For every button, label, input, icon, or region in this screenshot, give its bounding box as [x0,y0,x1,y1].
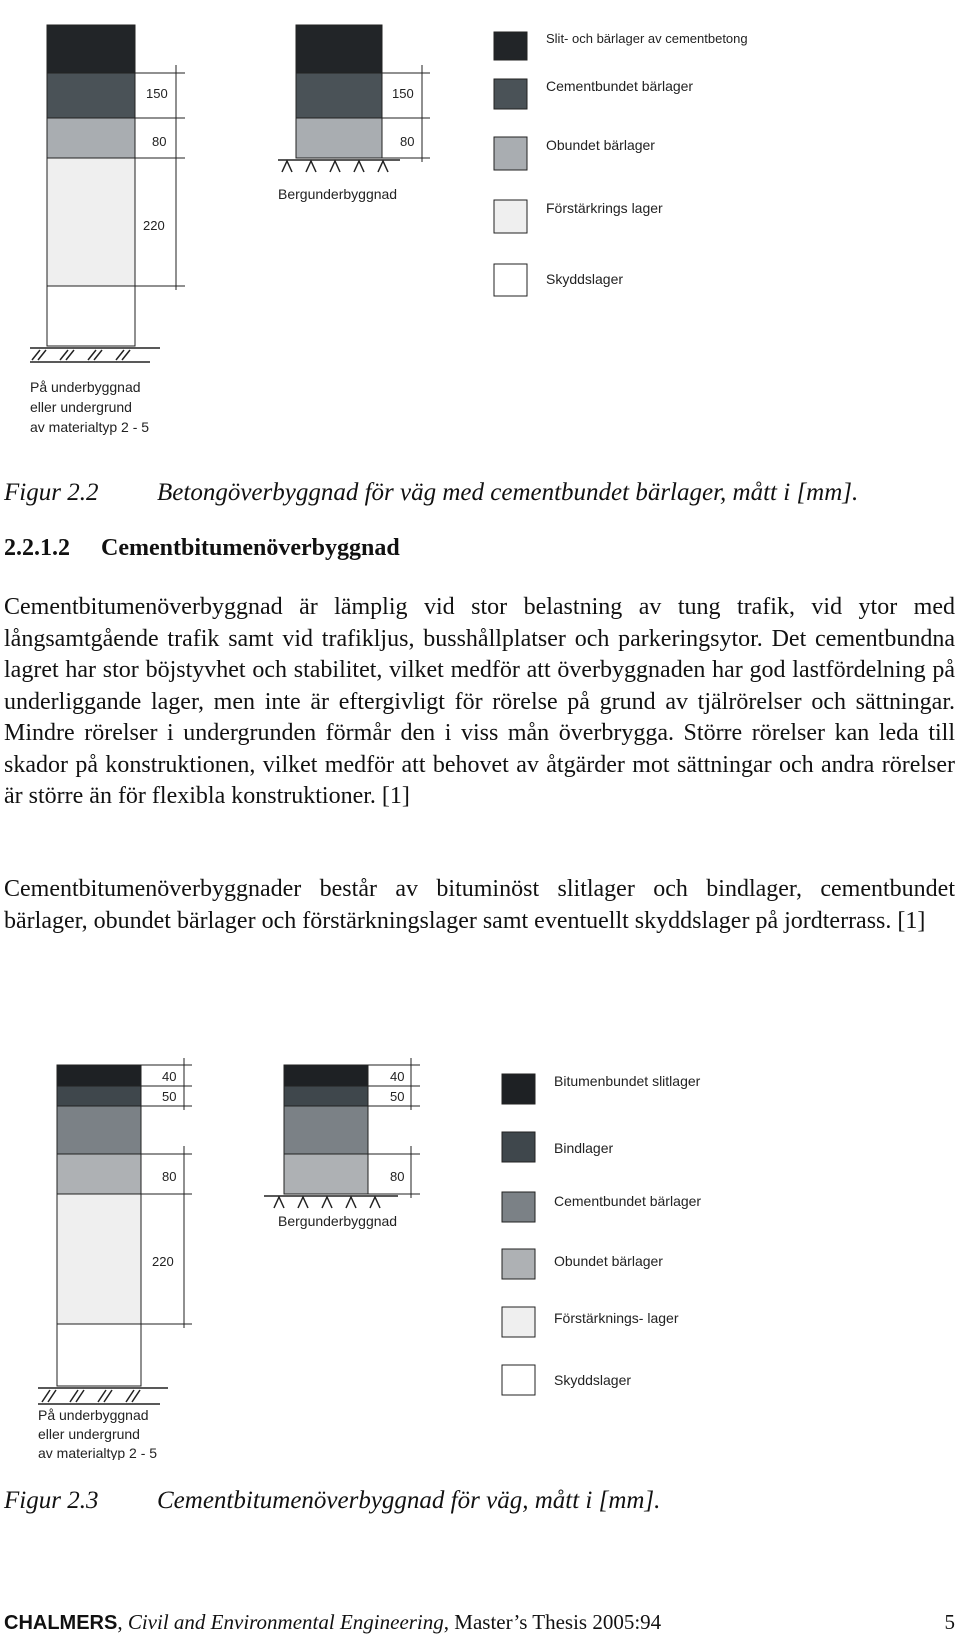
dim2-right-2: 80 [390,1169,405,1184]
legend2-label-4: Obundet bärlager [554,1253,663,1269]
caption-text: Betongöverbyggnad för väg med cementbundet bärlager, mått i [mm]. [157,479,859,506]
section-number: 2.2.1.2 [4,535,70,561]
legend-label-3: Obundet bärlager [546,137,655,153]
dim2-right-1: 50 [390,1089,405,1104]
page-footer: CHALMERS, Civil and Environmental Engineering, Master’s Thesis 2005:94 5 [4,1610,955,1634]
paragraph-1: Cementbitumenöverbyggnad är lämplig vid stor belastning av tung trafik, vid ytor med långsamtgående trafik samt vid trafikljus, busshållplatser och parkeringsytor. Det cementbundna lagret har stor böjstyvhet och stabilitet, vilket medför att överbyggnaden har god lastfördelning på underliggande lager, men inte är eftergivligt för rörelse på grund av tjälrörelser och sättningar. Mindre rörelser i undergrunden förmår den i viss mån överbrygga. Större rörelser kan leda till skador på konstruktionen, vilket medför att behovet av åtgärder mot sättningar och andra rörelser är större än för flexibla konstruktioner. [1] [4,594,955,809]
section-heading [4,535,400,562]
legend-label-4: Förstärkrings lager [546,200,663,216]
legend2-label-6: Skyddslager [554,1372,632,1388]
legend2-label-2: Bindlager [554,1140,614,1156]
subgrade-label-line-3: av materialtyp 2 - 5 [30,419,150,435]
section-title: Cementbitumenöverbyggnad [101,535,400,561]
dim2-left-3: 220 [152,1254,174,1269]
legend2-label-1: Bitumenbundet slitlager [554,1073,701,1089]
figure-2-3 [0,1010,960,1460]
subgrade-hatch [30,348,160,362]
dim-right-1: 80 [400,134,415,149]
caption-number: Figur 2.2 [4,479,99,506]
subgrade-label-line-1: På underbyggnad [30,379,141,395]
footer-thesis: Master’s Thesis 2005:94 [454,1610,662,1634]
dim-left-0: 150 [146,86,168,101]
caption2-text: Cementbitumenöverbyggnad för väg, mått i [mm]. [157,1487,661,1514]
dim-right-0: 150 [392,86,414,101]
legend2-label-5: Förstärknings- lager [554,1310,679,1326]
dim2-left-0: 40 [162,1069,177,1084]
dim2-left-1: 50 [162,1089,177,1104]
caption2-number: Figur 2.3 [4,1487,99,1514]
paragraph-2: Cementbitumenöverbyggnader består av bituminöst slitlager och bindlager, cementbundet bärlager, obundet bärlager och förstärkningslager samt eventuellt skyddslager på jordterrass. [1] [4,876,955,934]
legend2-label-3: Cementbundet bärlager [554,1193,702,1209]
bedrock-hatch-2 [264,1196,398,1208]
layer-cement-bound-base [47,73,135,118]
dim2-left-2: 80 [162,1169,177,1184]
legend-label-1-text: Slit- och bärlager av cementbetong [546,31,748,46]
legend [494,32,527,296]
footer-org: CHALMERS [4,1612,118,1634]
layer-reinforcement [47,158,135,286]
subgrade-hatch-2 [38,1388,168,1404]
legend-2 [502,1074,535,1395]
layer-unbound-base [47,118,135,158]
layer-stack-right [296,25,382,158]
subgrade2-label-line-1: På underbyggnad [38,1407,149,1423]
dim2-right-0: 40 [390,1069,405,1084]
figure-2-2-caption [4,479,858,507]
subgrade2-label-line-3: av materialtyp 2 - 5 [38,1445,158,1460]
page-number: 5 [944,1610,955,1634]
bedrock-label: Bergunderbyggnad [278,186,398,202]
subgrade2-label-line-2: eller undergrund [38,1426,140,1442]
bedrock2-label: Bergunderbyggnad [278,1213,398,1229]
layer-stack-left [47,25,135,346]
layer-protection [47,286,135,346]
legend-label-1 [546,31,748,46]
dim-left-2: 220 [143,218,165,233]
figure-2-3-caption [4,1487,660,1515]
dim-left-1: 80 [152,134,167,149]
layer-wearing-cement-concrete [47,25,135,73]
legend-label-5: Skyddslager [546,271,624,287]
legend-label-2: Cementbundet bärlager [546,78,694,94]
subgrade-label-line-2: eller undergrund [30,399,132,415]
layer-stack-right-2 [284,1065,368,1194]
layer-stack-left-2 [57,1065,141,1386]
footer-dept: Civil and Environmental Engineering [127,1610,444,1634]
bedrock-hatch [278,160,400,172]
figure-2-2 [0,0,960,445]
